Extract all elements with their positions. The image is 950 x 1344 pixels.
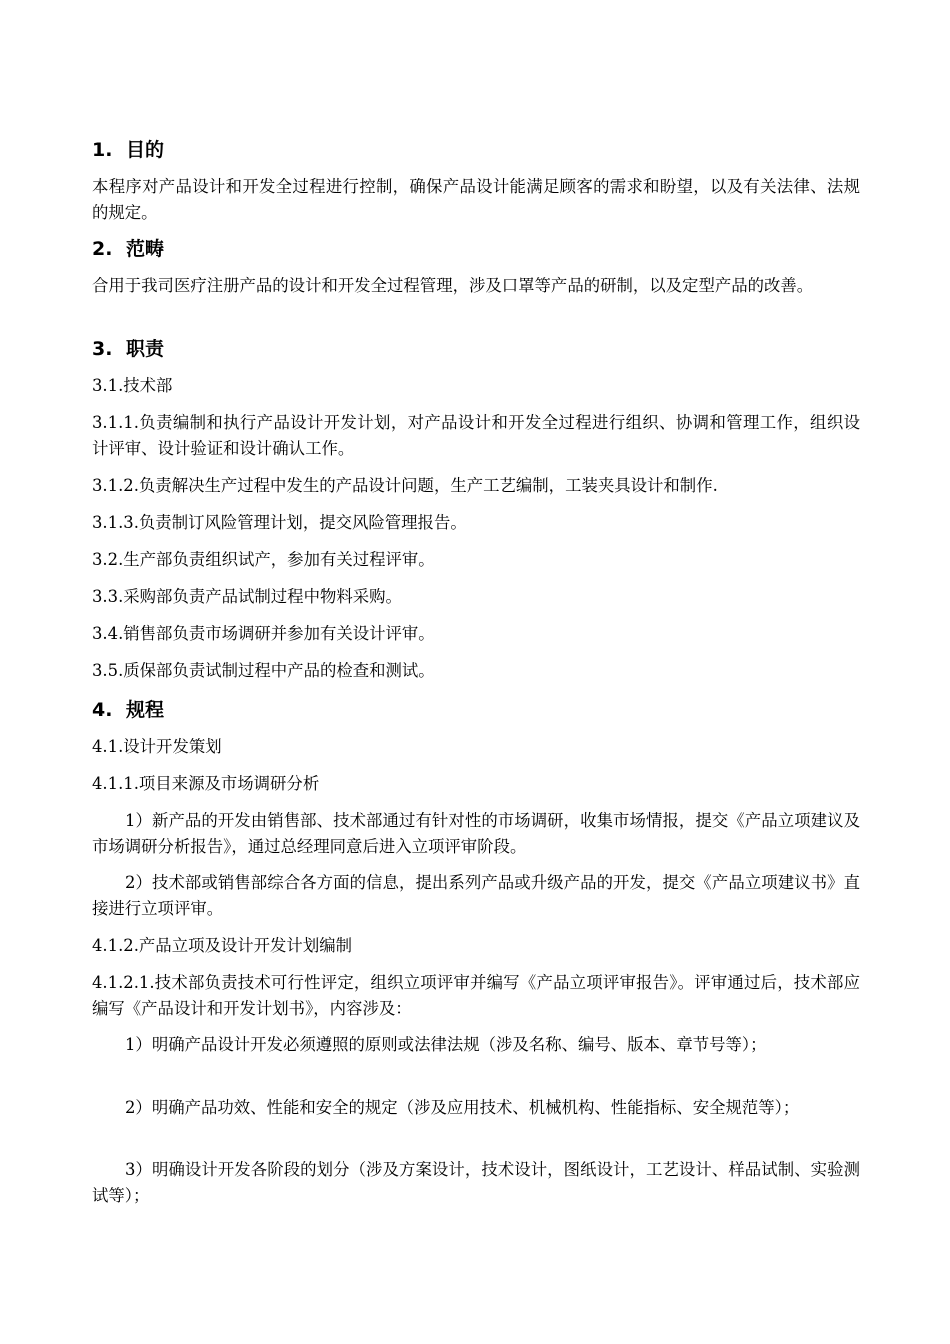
- section-title: 职责: [126, 338, 165, 360]
- paragraph: 3.1.1.负责编制和执行产品设计开发计划，对产品设计和开发全过程进行组织、协调和管理工作，组织设计评审、设计验证和设计确认工作。: [92, 413, 860, 458]
- section-heading: [92, 697, 860, 723]
- paragraph: 合用于我司医疗注册产品的设计和开发全过程管理，涉及口罩等产品的研制，以及定型产品的改善。: [92, 276, 814, 295]
- paragraph: 3.3.采购部负责产品试制过程中物料采购。: [92, 587, 402, 606]
- list-item: 1）明确产品设计开发必须遵照的原则或法律法规（涉及名称、编号、版本、章节号等）；: [125, 1035, 767, 1054]
- paragraph: 3.1.技术部: [92, 376, 173, 395]
- paragraph: 3.1.2.负责解决生产过程中发生的产品设计问题，生产工艺编制，工装夹具设计和制作.: [92, 476, 718, 495]
- paragraph: 4.1.2.1.技术部负责技术可行性评定，组织立项评审并编写《产品立项评审报告》。评审通过后，技术部应编写《产品设计和开发计划书》，内容涉及：: [92, 973, 860, 1018]
- section-title: 目的: [126, 139, 165, 161]
- section-number: 1.: [92, 139, 113, 161]
- section-title: 范畴: [126, 238, 165, 260]
- section-number: 2.: [92, 238, 113, 260]
- paragraph: 3.1.3.负责制订风险管理计划，提交风险管理报告。: [92, 513, 467, 532]
- paragraph: 3.2.生产部负责组织试产，参加有关过程评审。: [92, 550, 435, 569]
- section-number: 3.: [92, 338, 113, 360]
- paragraph: 3.5.质保部负责试制过程中产品的检查和测试。: [92, 661, 435, 680]
- list-item: 3）明确设计开发各阶段的划分（涉及方案设计，技术设计，图纸设计，工艺设计、样品试制、实验测试等）；: [92, 1160, 860, 1205]
- section-heading: [92, 236, 860, 262]
- paragraph: 3.4.销售部负责市场调研并参加有关设计评审。: [92, 624, 435, 643]
- paragraph: 本程序对产品设计和开发全过程进行控制，确保产品设计能满足顾客的需求和盼望，以及有关法律、法规的规定。: [92, 177, 860, 222]
- paragraph: 4.1.设计开发策划: [92, 737, 222, 756]
- list-item: 1）新产品的开发由销售部、技术部通过有针对性的市场调研，收集市场情报，提交《产品立项建议及市场调研分析报告》，通过总经理同意后进入立项评审阶段。: [92, 811, 860, 856]
- paragraph: 4.1.2.产品立项及设计开发计划编制: [92, 936, 352, 955]
- paragraph: 4.1.1.项目来源及市场调研分析: [92, 774, 320, 793]
- list-item: 2）技术部或销售部综合各方面的信息，提出系列产品或升级产品的开发，提交《产品立项建议书》直接进行立项评审。: [92, 873, 860, 918]
- section-heading: [92, 137, 860, 163]
- section-title: 规程: [126, 699, 165, 721]
- section-heading: [92, 336, 860, 362]
- list-item: 2）明确产品功效、性能和安全的规定（涉及应用技术、机械机构、性能指标、安全规范等）；: [125, 1098, 800, 1117]
- section-number: 4.: [92, 699, 113, 721]
